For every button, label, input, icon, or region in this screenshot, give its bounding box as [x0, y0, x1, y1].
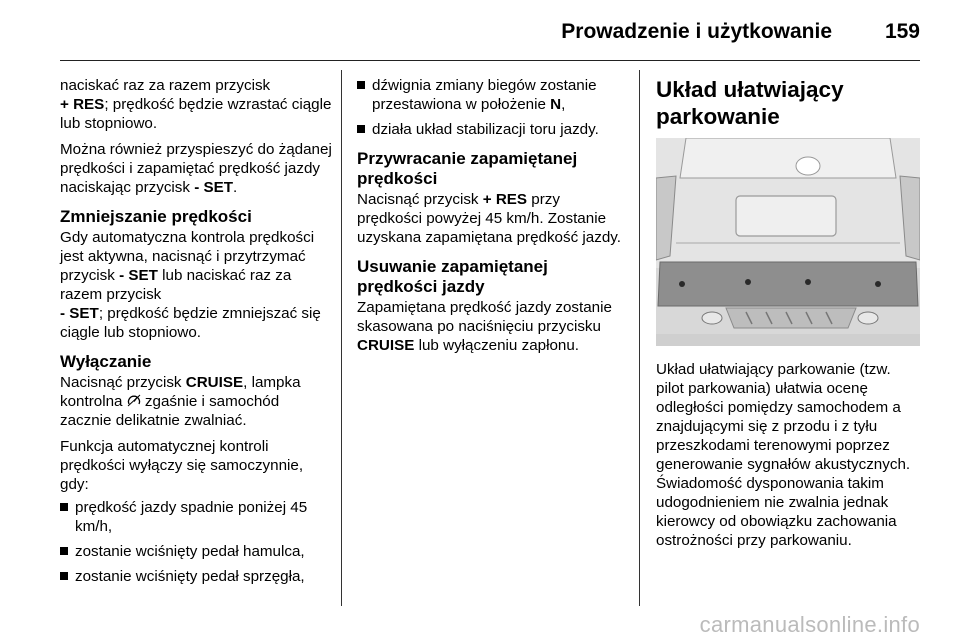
page-header [60, 0, 920, 61]
column-divider-1 [341, 70, 342, 606]
set-button-label: - SET [194, 179, 234, 196]
list-item: zostanie wciśnięty pedał hamulca, [60, 542, 332, 561]
list-item: prędkość jazdy spadnie poniżej 45 km/h, [60, 498, 332, 536]
paragraph-decrease-speed: Gdy automatyczna kontrola prędkości jest aktywna, nacisnąć i przytrzymać przycisk - SET lub naciskać raz za razem przycisk - SET; prędkość będzie zmniejszać się ciągle lub stopniowo. [60, 229, 321, 341]
paragraph-increase-continued: naciskać raz za razem przycisk + RES; prędkość będzie wzrastać ciągle lub stopniowo. [60, 77, 332, 132]
paragraph-remove-speed: Zapamiętana prędkość jazdy zostanie skasowana po naciśnięciu przycisku CRUISE lub wyłączeniu zapłonu. [357, 299, 612, 354]
paragraph-set-speed: Można również przyspieszyć do żądanej prędkości i zapamiętać prędkość jazdy naciskając przycisk - SET. [60, 141, 332, 196]
auto-off-conditions-list-continued [357, 76, 629, 139]
rear-bumper-sensors-illustration [656, 138, 920, 346]
header-title: Prowadzenie i użytkowanie [561, 20, 832, 43]
auto-off-conditions-list [60, 498, 332, 586]
column-2 [357, 76, 629, 362]
list-item: zostanie wciśnięty pedał sprzęgła, [60, 567, 332, 586]
heading-restore-speed: Przywracanie zapamiętanej prędkości [357, 149, 578, 188]
paragraph-restore-speed: Nacisnąć przycisk + RES przy prędkości powyżej 45 km/h. Zostanie uzyskana zapamiętana prędkość jazdy. [357, 191, 621, 246]
column-1 [60, 76, 332, 592]
heading-remove-speed: Usuwanie zapamiętanej prędkości jazdy [357, 257, 548, 296]
column-divider-2 [639, 70, 640, 606]
paragraph-parking-assist: Układ ułatwiający parkowanie (tzw. pilot parkowania) ułatwia ocenę odległości pomiędzy samochodem a znajdującymi się z przodu i z tyłu przeszkodami terenowymi poprzez generowanie sygnałów akustycznych. Świadomość dysponowania takim udogodnieniem nie zwalnia jednak kierowcy od obowiązku zachowania ostrożności przy parkowaniu. [656, 361, 911, 549]
paragraph-auto-off: Funkcja automatycznej kontroli prędkości wyłączy się samoczynnie, gdy: [60, 438, 304, 493]
heading-decrease-speed: Zmniejszanie prędkości [60, 207, 252, 226]
cruise-button-label: CRUISE [185, 374, 244, 391]
list-item: działa układ stabilizacji toru jazdy. [357, 120, 629, 139]
page-number: 159 [884, 20, 920, 43]
cruise-control-indicator-icon [127, 394, 141, 407]
heading-switch-off: Wyłączanie [60, 352, 152, 371]
watermark-text: carmanualsonline.info [699, 612, 920, 637]
list-item: dźwignia zmiany biegów zostanie przestawiona w położenie N, [357, 76, 629, 114]
res-button-label: + RES [60, 96, 105, 113]
column-3 [656, 76, 922, 557]
section-title-parking-assist: Układ ułatwiający parkowanie [656, 77, 844, 129]
paragraph-switch-off: Nacisnąć przycisk CRUISE, lampka kontrolna zgaśnie i samochód zacznie delikatnie zwalniać. [60, 374, 301, 429]
